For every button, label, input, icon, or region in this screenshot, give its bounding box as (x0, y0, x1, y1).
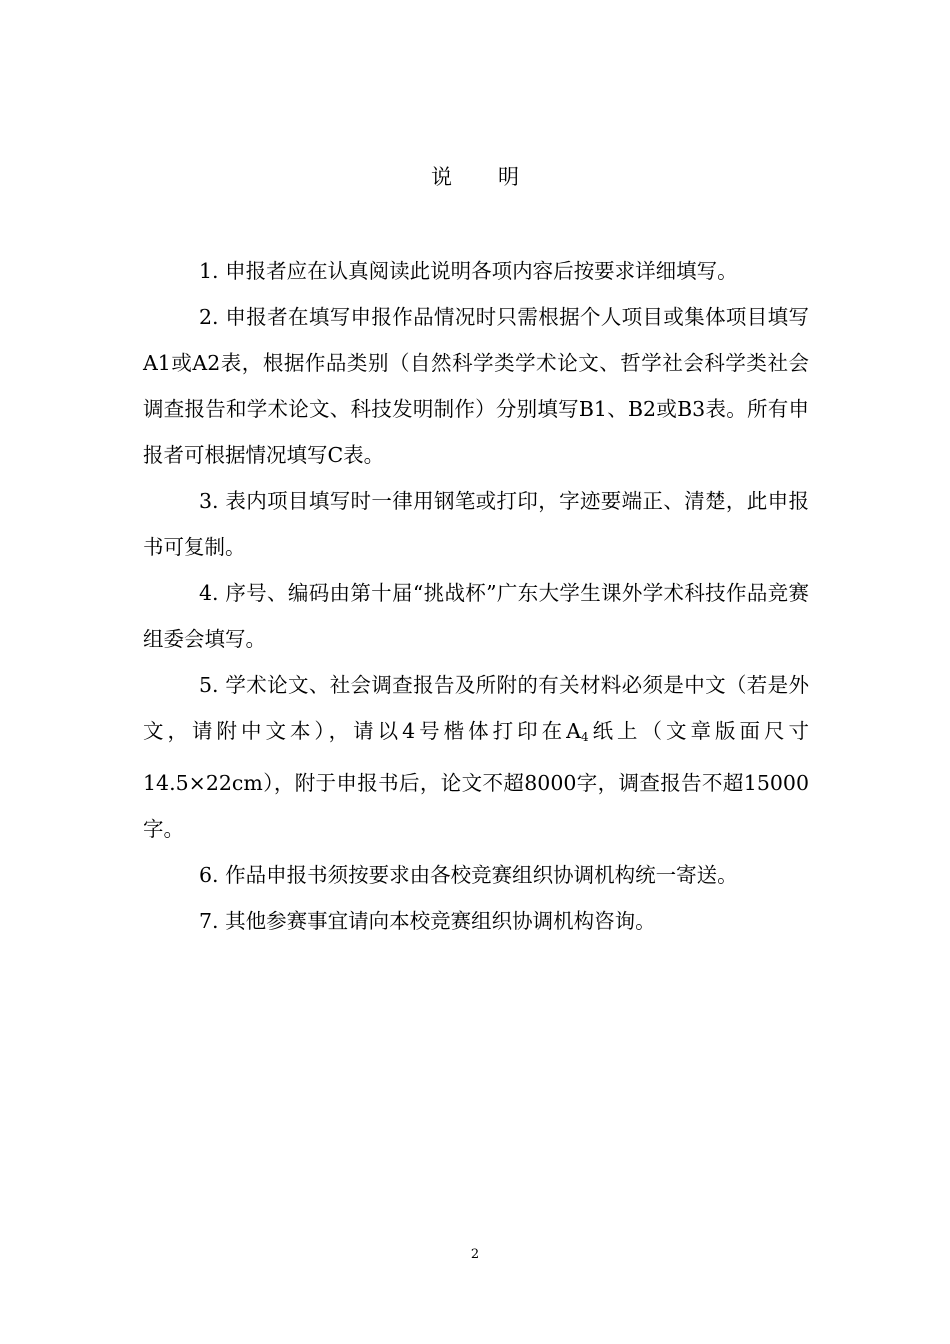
page-number: 2 (470, 1247, 480, 1262)
page-title: 说明 (431, 165, 565, 189)
paper-size-subscript: 4 (580, 730, 589, 744)
instructions-body (143, 248, 809, 944)
instruction-item-4: 4. 序号、编码由第十届“挑战杯”广东大学生课外学术科技作品竞赛组委会填写。 (143, 581, 809, 651)
instruction-item-6: 6. 作品申报书须按要求由各校竞赛组织协调机构统一寄送。 (199, 863, 738, 887)
instruction-item-2: 2. 申报者在填写申报作品情况时只需根据个人项目或集体项目填写A1或A2表，根据作品类别（自然科学类学术论文、哲学社会科学类社会调查报告和学术论文、科技发明制作）分别填写B1、B2或B3表。所有申报者可根据情况填写C表。 (143, 305, 809, 467)
instruction-item-5 (143, 662, 809, 852)
instruction-item-3: 3. 表内项目填写时一律用钢笔或打印，字迹要端正、清楚，此申报书可复制。 (143, 489, 809, 559)
instruction-item-7: 7. 其他参赛事宜请向本校竞赛组织协调机构咨询。 (199, 909, 656, 933)
instruction-item-1: 1. 申报者应在认真阅读此说明各项内容后按要求详细填写。 (199, 259, 738, 283)
instruction-item-5-part-1: 5. 学术论文、社会调查报告及所附的有关材料必须是中文（若是外文，请附中文本），请以4号楷体打印在A (143, 673, 809, 743)
instruction-item-5-part-2: 纸上（文章版面尺寸14.5×22cm），附于申报书后，论文不超8000字，调查报告不超15000字。 (143, 719, 809, 841)
